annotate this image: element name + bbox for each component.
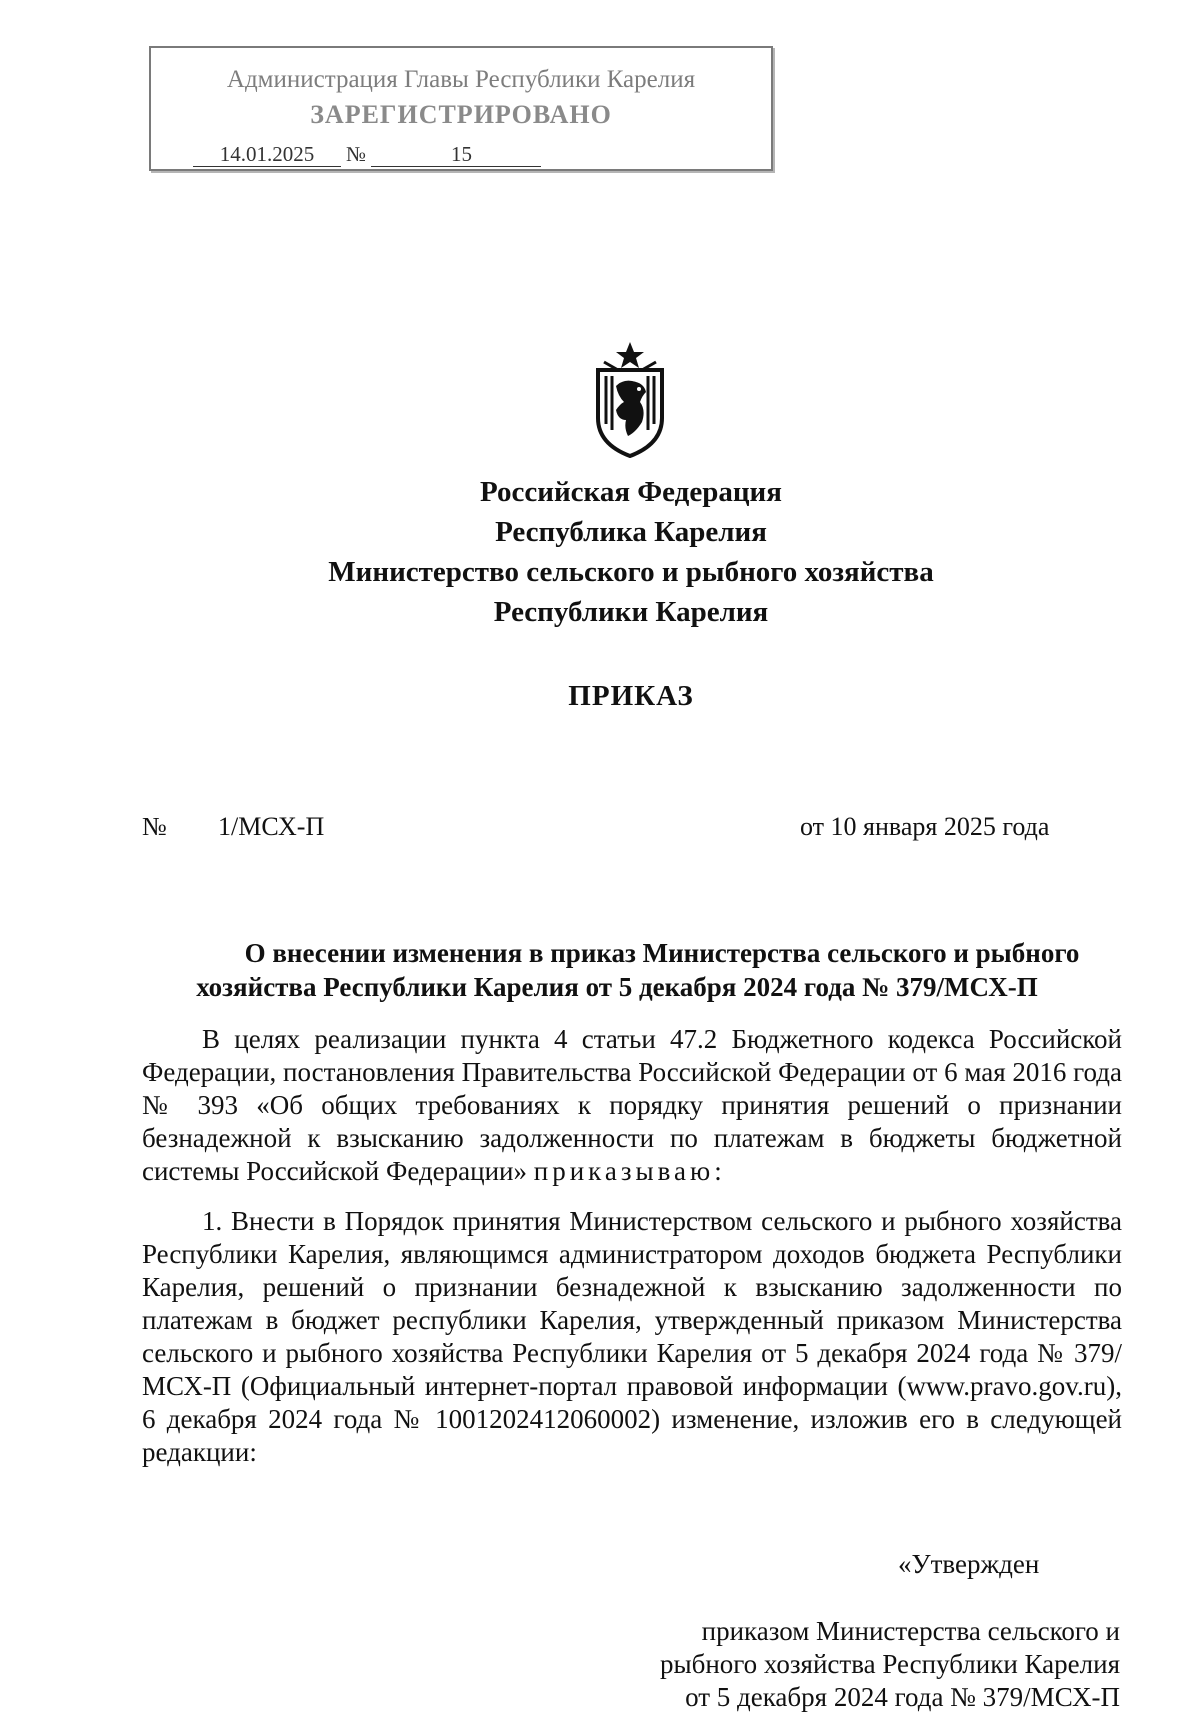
registration-stamp bbox=[149, 46, 773, 171]
order-number: 1/МСХ-П bbox=[218, 812, 325, 841]
order-number-label: № bbox=[142, 812, 167, 841]
paragraph-1-text: В целях реализации пункта 4 статьи 47.2 Бюджетного кодекса Российской Федерации, постановления Правительства Российской Федерации от 6 мая 2016 года № 393 «Об общих требованиях к порядку принятия решений о признании безнадежной к взысканию задолженности по платежам в бюджеты бюджетной системы Российской Федерации» bbox=[142, 1024, 1122, 1186]
header-ministry: Министерство сельского и рыбного хозяйства bbox=[328, 556, 934, 588]
subject-line-2: хозяйства Республики Карелия от 5 декабря 2024 года № 379/МСХ-П bbox=[196, 972, 1038, 1002]
header-republic: Республика Карелия bbox=[495, 516, 767, 548]
body-paragraph-1 bbox=[142, 1023, 1122, 1188]
approval-line-3: от 5 декабря 2024 года № 379/МСХ-П bbox=[685, 1682, 1120, 1712]
approval-block bbox=[660, 1615, 1120, 1714]
header-ministry-republic: Республики Карелия bbox=[493, 596, 769, 628]
order-action-word: приказываю: bbox=[533, 1156, 726, 1186]
body-paragraph-2: 1. Внести в Порядок принятия Министерством сельского и рыбного хозяйства Республики Карелия, являющимся администратором доходов бюджета Республики Карелия, решений о признании безнадежной к взысканию задолженности по платежам в бюджет республики Карелия, утвержденный приказом Министерства сельского и рыбного хозяйства Республики Карелия от 5 декабря 2024 года № 379/МСХ-П (Официальный интернет-портал правовой информации (www.pravo.gov.ru), 6 декабря 2024 года № 1001202412060002) изменение, изложив его в следующей редакции: bbox=[142, 1206, 1122, 1467]
stamp-number: 15 bbox=[371, 142, 541, 167]
stamp-authority: Администрация Главы Республики Карелия bbox=[226, 66, 696, 93]
order-date: от 10 января 2025 года bbox=[800, 812, 1050, 841]
stamp-number-label: № bbox=[345, 142, 367, 166]
approval-label: «Утвержден bbox=[898, 1549, 1040, 1579]
stamp-date: 14.01.2025 bbox=[193, 142, 341, 167]
karelia-coat-of-arms-icon bbox=[584, 340, 676, 458]
approval-line-2: рыбного хозяйства Республики Карелия bbox=[659, 1649, 1120, 1679]
header-country: Российская Федерация bbox=[480, 476, 782, 508]
subject-line-1: О внесении изменения в приказ Министерства сельского и рыбного bbox=[244, 938, 1080, 968]
order-subject bbox=[142, 936, 1122, 1004]
document-type-title: ПРИКАЗ bbox=[568, 680, 694, 712]
approval-line-1: приказом Министерства сельского и bbox=[701, 1616, 1120, 1646]
stamp-status: ЗАРЕГИСТРИРОВАНО bbox=[310, 100, 612, 129]
